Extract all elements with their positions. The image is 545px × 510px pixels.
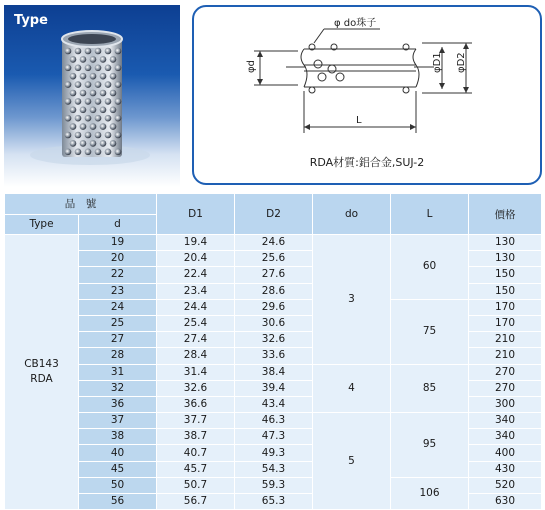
ball-hole bbox=[75, 65, 82, 72]
ball-hole bbox=[95, 48, 102, 55]
ball-hole bbox=[90, 56, 97, 63]
L-cell: 75 bbox=[391, 299, 469, 364]
D2-cell: 25.6 bbox=[235, 251, 313, 267]
ball-hole bbox=[85, 81, 92, 88]
ball-hole bbox=[90, 140, 97, 147]
ball-hole bbox=[85, 132, 92, 139]
table-row bbox=[5, 235, 542, 251]
price-cell: 340 bbox=[469, 429, 542, 445]
d-cell: 32 bbox=[79, 380, 157, 396]
ball-hole bbox=[115, 98, 122, 105]
ball-hole bbox=[100, 90, 107, 97]
ball-hole bbox=[80, 107, 87, 114]
price-cell: 630 bbox=[469, 494, 542, 510]
d-cell: 36 bbox=[79, 396, 157, 412]
ball-hole bbox=[85, 149, 92, 156]
D1-cell: 23.4 bbox=[157, 283, 235, 299]
ball-hole bbox=[90, 90, 97, 97]
ball-hole bbox=[70, 107, 77, 114]
D1-cell: 38.7 bbox=[157, 429, 235, 445]
price-cell: 170 bbox=[469, 315, 542, 331]
D2-cell: 49.3 bbox=[235, 445, 313, 461]
ball-hole bbox=[95, 81, 102, 88]
D1-dimension-label: φD1 bbox=[432, 52, 443, 73]
ball-hole bbox=[105, 149, 112, 156]
ball-hole bbox=[115, 132, 122, 139]
L-cell: 85 bbox=[391, 364, 469, 413]
L-cell: 106 bbox=[391, 477, 469, 509]
D1-cell: 27.4 bbox=[157, 332, 235, 348]
ball-hole bbox=[65, 65, 72, 72]
D2-cell: 33.6 bbox=[235, 348, 313, 364]
ball-hole bbox=[85, 115, 92, 122]
ball-hole bbox=[110, 56, 117, 63]
d-cell: 19 bbox=[79, 235, 157, 251]
d-cell: 50 bbox=[79, 477, 157, 493]
ball-hole bbox=[80, 140, 87, 147]
d-cell: 27 bbox=[79, 332, 157, 348]
price-cell: 210 bbox=[469, 332, 542, 348]
L-cell: 60 bbox=[391, 235, 469, 300]
ball-hole bbox=[75, 48, 82, 55]
ball-hole bbox=[115, 149, 122, 156]
ball-hole bbox=[80, 90, 87, 97]
product-photo-panel bbox=[4, 5, 180, 187]
D2-header: D2 bbox=[235, 194, 313, 235]
D1-cell: 50.7 bbox=[157, 477, 235, 493]
price-cell: 270 bbox=[469, 380, 542, 396]
d-cell: 56 bbox=[79, 494, 157, 510]
ball-hole bbox=[90, 107, 97, 114]
price-header: 價格 bbox=[469, 194, 542, 235]
ball-hole bbox=[85, 98, 92, 105]
table-row bbox=[5, 477, 542, 493]
price-cell: 170 bbox=[469, 299, 542, 315]
price-cell: 210 bbox=[469, 348, 542, 364]
ball-hole bbox=[115, 48, 122, 55]
ball-hole bbox=[95, 115, 102, 122]
ball-hole bbox=[110, 107, 117, 114]
L-cell: 95 bbox=[391, 413, 469, 478]
D2-cell: 46.3 bbox=[235, 413, 313, 429]
D2-cell: 29.6 bbox=[235, 299, 313, 315]
d-cell: 40 bbox=[79, 445, 157, 461]
ball-hole bbox=[70, 90, 77, 97]
ball-hole bbox=[105, 48, 112, 55]
ball-hole bbox=[75, 98, 82, 105]
material-note: RDA材質:鋁合金,SUJ-2 bbox=[309, 156, 425, 169]
D1-cell: 19.4 bbox=[157, 235, 235, 251]
ball-hole bbox=[70, 73, 77, 80]
d-cell: 31 bbox=[79, 364, 157, 380]
d-cell: 20 bbox=[79, 251, 157, 267]
D1-cell: 45.7 bbox=[157, 461, 235, 477]
ball-hole bbox=[105, 132, 112, 139]
ball-hole bbox=[85, 65, 92, 72]
ball-hole bbox=[115, 65, 122, 72]
D2-cell: 65.3 bbox=[235, 494, 313, 510]
ball-hole bbox=[70, 140, 77, 147]
D1-cell: 40.7 bbox=[157, 445, 235, 461]
ball-hole bbox=[100, 107, 107, 114]
D1-header: D1 bbox=[157, 194, 235, 235]
price-cell: 430 bbox=[469, 461, 542, 477]
ball-hole bbox=[105, 65, 112, 72]
type-label: Type bbox=[14, 13, 48, 28]
ball-hole bbox=[80, 123, 87, 130]
D1-cell: 22.4 bbox=[157, 267, 235, 283]
ball-hole bbox=[95, 132, 102, 139]
specification-table bbox=[4, 193, 542, 510]
ball-hole bbox=[75, 81, 82, 88]
ball-hole bbox=[80, 73, 87, 80]
D1-cell: 24.4 bbox=[157, 299, 235, 315]
ball-hole bbox=[100, 140, 107, 147]
ball-hole bbox=[100, 56, 107, 63]
d-cell: 25 bbox=[79, 315, 157, 331]
D2-cell: 30.6 bbox=[235, 315, 313, 331]
ball-hole bbox=[75, 149, 82, 156]
D2-cell: 38.4 bbox=[235, 364, 313, 380]
D1-cell: 56.7 bbox=[157, 494, 235, 510]
price-cell: 270 bbox=[469, 364, 542, 380]
d-cell: 24 bbox=[79, 299, 157, 315]
price-cell: 520 bbox=[469, 477, 542, 493]
D2-cell: 24.6 bbox=[235, 235, 313, 251]
D1-cell: 28.4 bbox=[157, 348, 235, 364]
d-cell: 23 bbox=[79, 283, 157, 299]
d-cell: 38 bbox=[79, 429, 157, 445]
D2-cell: 43.4 bbox=[235, 396, 313, 412]
ball-hole bbox=[95, 149, 102, 156]
ball-hole bbox=[80, 56, 87, 63]
price-cell: 400 bbox=[469, 445, 542, 461]
d-dimension-label: φd bbox=[246, 60, 257, 73]
price-cell: 150 bbox=[469, 267, 542, 283]
do-cell: 3 bbox=[313, 235, 391, 365]
ball-hole bbox=[110, 123, 117, 130]
ball-hole bbox=[90, 73, 97, 80]
table-row bbox=[5, 299, 542, 315]
specification-table-body bbox=[5, 235, 542, 510]
dimension-diagram-panel bbox=[192, 5, 542, 185]
ball-hole bbox=[70, 123, 77, 130]
ball-hole bbox=[75, 132, 82, 139]
ball-hole bbox=[105, 81, 112, 88]
D2-cell: 28.6 bbox=[235, 283, 313, 299]
price-cell: 150 bbox=[469, 283, 542, 299]
d-cell: 45 bbox=[79, 461, 157, 477]
ball-hole bbox=[100, 123, 107, 130]
D2-dimension-label: φD2 bbox=[456, 52, 467, 73]
table-row bbox=[5, 364, 542, 380]
D1-cell: 37.7 bbox=[157, 413, 235, 429]
do-header: do bbox=[313, 194, 391, 235]
ball-hole bbox=[110, 140, 117, 147]
D1-cell: 31.4 bbox=[157, 364, 235, 380]
ball-hole bbox=[105, 115, 112, 122]
ball-hole bbox=[75, 115, 82, 122]
do-cell: 4 bbox=[313, 364, 391, 413]
D2-cell: 32.6 bbox=[235, 332, 313, 348]
do-cell: 5 bbox=[313, 413, 391, 510]
ball-hole bbox=[100, 73, 107, 80]
D2-cell: 27.6 bbox=[235, 267, 313, 283]
D1-cell: 32.6 bbox=[157, 380, 235, 396]
ball-hole bbox=[65, 48, 72, 55]
ball-hole bbox=[105, 98, 112, 105]
ball-hole bbox=[65, 98, 72, 105]
d-cell: 22 bbox=[79, 267, 157, 283]
type-header: Type bbox=[5, 214, 79, 235]
price-cell: 300 bbox=[469, 396, 542, 412]
D1-cell: 20.4 bbox=[157, 251, 235, 267]
D2-cell: 47.3 bbox=[235, 429, 313, 445]
ball-hole bbox=[65, 149, 72, 156]
do-dimension-label: φ do珠子 bbox=[334, 18, 377, 29]
ball-hole bbox=[110, 73, 117, 80]
D2-cell: 39.4 bbox=[235, 380, 313, 396]
ball-hole bbox=[70, 56, 77, 63]
ball-cage-image bbox=[4, 5, 180, 187]
price-cell: 340 bbox=[469, 413, 542, 429]
ball-hole bbox=[65, 81, 72, 88]
d-header: d bbox=[79, 214, 157, 235]
D1-cell: 36.6 bbox=[157, 396, 235, 412]
ball-hole bbox=[90, 123, 97, 130]
ball-hole bbox=[65, 115, 72, 122]
D1-cell: 25.4 bbox=[157, 315, 235, 331]
ball-hole bbox=[110, 90, 117, 97]
ball-hole bbox=[115, 81, 122, 88]
product-number-header: 品 號 bbox=[5, 194, 157, 215]
ball-hole bbox=[95, 65, 102, 72]
D2-cell: 59.3 bbox=[235, 477, 313, 493]
L-header: L bbox=[391, 194, 469, 235]
ball-hole bbox=[95, 98, 102, 105]
L-dimension-label: L bbox=[356, 115, 362, 126]
d-cell: 28 bbox=[79, 348, 157, 364]
d-cell: 37 bbox=[79, 413, 157, 429]
type-value-cell: CB143 RDA bbox=[5, 235, 79, 510]
table-row bbox=[5, 413, 542, 429]
ball-hole bbox=[115, 115, 122, 122]
price-cell: 130 bbox=[469, 251, 542, 267]
ball-hole bbox=[65, 132, 72, 139]
D2-cell: 54.3 bbox=[235, 461, 313, 477]
price-cell: 130 bbox=[469, 235, 542, 251]
ball-hole bbox=[85, 48, 92, 55]
